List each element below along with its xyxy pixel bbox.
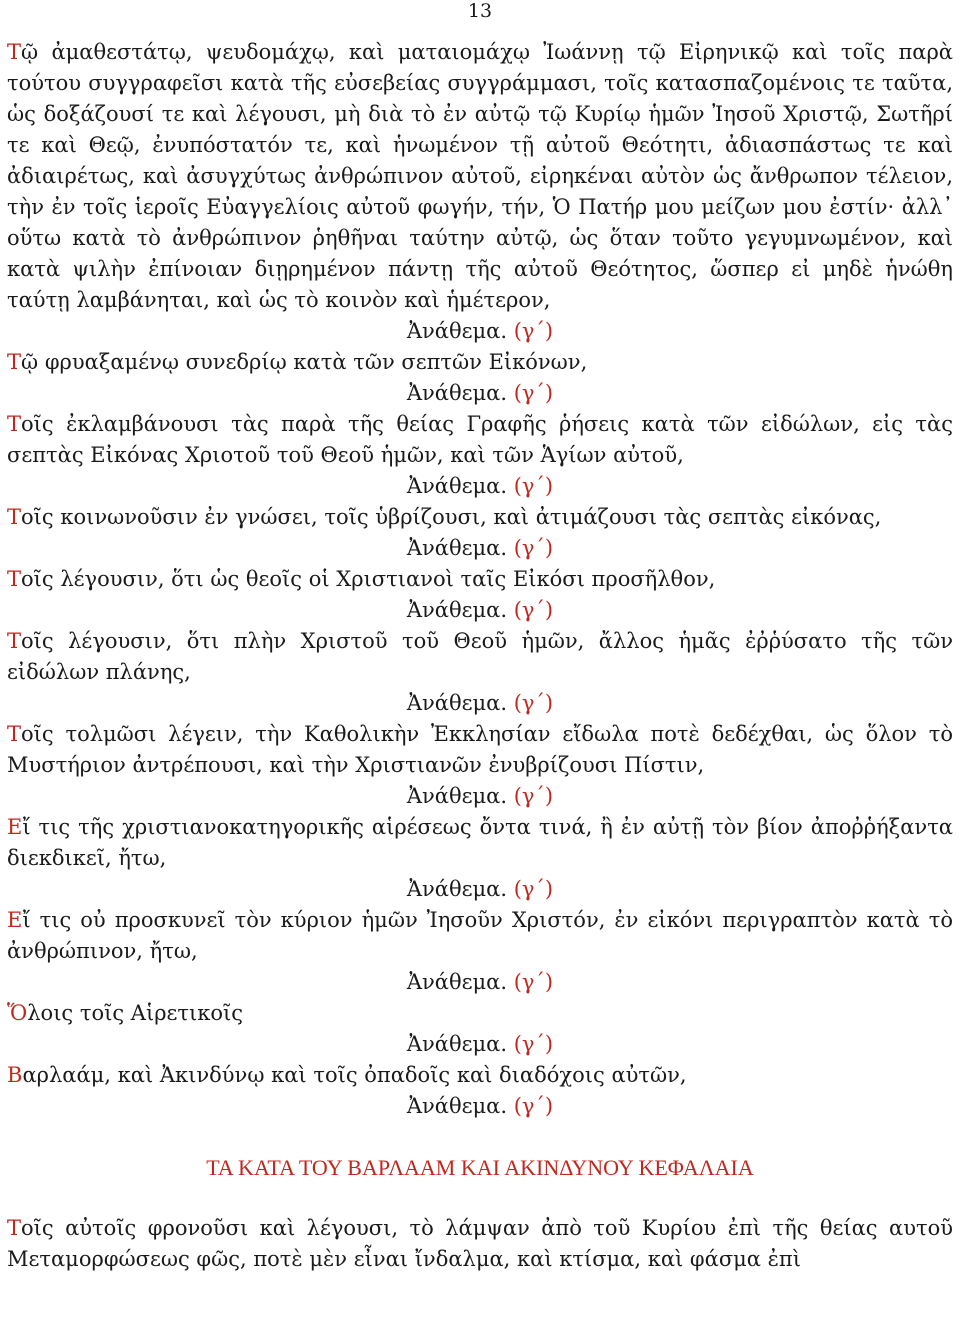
anathema-entry <box>7 347 953 378</box>
paragraph-text: οῖς αὐτοῖς φρονοῦσι καὶ λέγουσι, τὸ λάμψαν ἀπὸ τοῦ Κυρίου ἐπὶ τῆς θείας αυτοῦ Μεταμορφώσεως φῶς, ποτὲ μὲν εἶναι ἴνδαλμα, καὶ κτίσμα, καὶ φάσμα ἐπὶ <box>7 1216 953 1271</box>
anathema-marker: (γ΄) <box>513 877 554 901</box>
entry-text: ῷ φρυαξαμένῳ συνεδρίῳ κατὰ τῶν σεπτῶν Εἰκόνων, <box>21 350 588 374</box>
anathema-line <box>7 781 953 812</box>
anathema-line <box>7 471 953 502</box>
entry-text: λοις τοῖς Αἱρετικοῖς <box>27 1001 244 1025</box>
anathema-word: Ἀνάθεμα. <box>406 319 507 343</box>
entry-text: αρλαάμ, καὶ Ἀκινδύνῳ καὶ τοῖς ὀπαδοῖς καὶ διαδόχοις αὐτῶν, <box>22 1063 687 1087</box>
anathema-entry <box>7 502 953 533</box>
entry-text: ἴ τις τῆς χριστιανοκατηγορικῆς αἱρέσεως ὄντα τινά, ἢ ἐν αὐτῇ τὸν βίον ἀποῤῥήξαντα διεκδικεῖ, ἤτω, <box>7 815 953 870</box>
anathema-word: Ἀνάθεμα. <box>406 536 507 560</box>
anathema-word: Ἀνάθεμα. <box>406 1032 507 1056</box>
anathema-line <box>7 316 953 347</box>
anathema-entry <box>7 998 953 1029</box>
anathema-marker: (γ΄) <box>513 970 554 994</box>
anathema-line <box>7 874 953 905</box>
anathema-line <box>7 1029 953 1060</box>
anathema-word: Ἀνάθεμα. <box>406 877 507 901</box>
anathema-entry <box>7 812 953 874</box>
anathema-line <box>7 688 953 719</box>
page-body <box>7 37 953 1275</box>
anathema-marker: (γ΄) <box>513 784 554 808</box>
entry-text: οῖς ἐκλαμβάνουσι τὰς παρὰ τῆς θείας Γραφῆς ῥήσεις κατὰ τῶν εἰδώλων, εἰς τὰς σεπτὰς Εἰκόνας Χριοτοῦ τοῦ Θεοῦ ἡμῶν, καὶ τῶν Ἁγίων αὐτοῦ, <box>7 412 953 467</box>
page-number: 13 <box>467 0 493 22</box>
initial-letter: Τ <box>7 1216 22 1240</box>
entry-text: οῖς τολμῶσι λέγειν, τὴν Καθολικὴν Ἐκκλησίαν εἴδωλα ποτὲ δεδέχθαι, ὡς ὅλον τὸ Μυστήριον ἀντρέπουσι, καὶ τὴν Χριστιανῶν ἐνυβρίζουσι Πίστιν, <box>7 722 953 777</box>
initial-letter: Τ <box>7 412 22 436</box>
initial-letter: Ε <box>7 815 23 839</box>
anathema-word: Ἀνάθεμα. <box>406 381 507 405</box>
anathema-entry <box>7 564 953 595</box>
anathema-entry <box>7 719 953 781</box>
section-heading: ΤΑ ΚΑΤΑ ΤΟΥ ΒΑΡΛΑΑΜ ΚΑΙ ΑΚΙΝΔΥΝΟΥ ΚΕΦΑΛΑΙΑ <box>206 1155 754 1180</box>
anathema-line <box>7 595 953 626</box>
entry-text: οῖς λέγουσιν, ὅτι ὡς θεοῖς οἱ Χριστιανοὶ ταῖς Εἰκόσι προσῆλθον, <box>21 567 716 591</box>
anathema-line <box>7 967 953 998</box>
initial-letter: Ὅ <box>7 1001 28 1025</box>
anathema-marker: (γ΄) <box>513 319 554 343</box>
entry-text: οῖς κοινωνοῦσιν ἐν γνώσει, τοῖς ὑβρίζουσι, καὶ ἀτιμάζουσι τὰς σεπτὰς εἰκόνας, <box>21 505 882 529</box>
anathema-marker: (γ΄) <box>513 598 554 622</box>
entry-text: οῖς λέγουσιν, ὅτι πλὴν Χριστοῦ τοῦ Θεοῦ ἡμῶν, ἄλλος ἡμᾶς ἐῤῥύσατο τῆς τῶν εἰδώλων πλάνης, <box>7 629 953 684</box>
anathema-line <box>7 378 953 409</box>
anathema-entry <box>7 905 953 967</box>
initial-letter: Ε <box>7 908 23 932</box>
anathema-line <box>7 1091 953 1122</box>
anathema-line <box>7 533 953 564</box>
anathema-marker: (γ΄) <box>513 536 554 560</box>
anathema-word: Ἀνάθεμα. <box>406 784 507 808</box>
anathema-marker: (γ΄) <box>513 381 554 405</box>
entry-text: ἴ τις οὐ προσκυνεῖ τὸν κύριον ἡμῶν Ἰησοῦν Χριστόν, ἐν εἰκόνι περιγραπτὸν κατὰ τὸ ἀνθρώπινον, ἤτω, <box>7 908 953 963</box>
anathema-marker: (γ΄) <box>513 474 554 498</box>
initial-letter: Τ <box>7 629 22 653</box>
anathema-entry <box>7 1060 953 1091</box>
initial-letter: Τ <box>7 505 22 529</box>
anathema-word: Ἀνάθεμα. <box>406 474 507 498</box>
anathema-marker: (γ΄) <box>513 1032 554 1056</box>
closing-paragraph <box>7 1213 953 1275</box>
intro-paragraph <box>7 37 953 316</box>
initial-letter: Τ <box>7 40 22 64</box>
anathema-entry <box>7 409 953 471</box>
anathema-word: Ἀνάθεμα. <box>406 970 507 994</box>
paragraph-text: ῷ ἀμαθεστάτῳ, ψευδομάχῳ, καὶ ματαιομάχῳ Ἰωάννῃ τῷ Εἰρηνικῷ καὶ τοῖς παρὰ τούτου συγγραφεῖσι κατὰ τῆς εὐσεβείας συγγράμμασι, τοῖς κατασπαζομένοις τε ταῦτα, ὡς δοξάζουσί τε καὶ λέγουσι, μὴ διὰ τὸ ἐν αὐτῷ τῷ Κυρίῳ ἡμῶν Ἰησοῦ Χριστῷ, Σωτῆρί τε καὶ Θεῷ, ἐνυπόστατόν τε, καὶ ἡνωμένον τῇ αὐτοῦ Θεότητι, ἀδιασπάστως τε καὶ ἀδιαιρέτως, καὶ ἀσυγχύτως ἀνθρώπινον αὐτοῦ, εἰρηκέναι αὐτὸν ὡς ἄνθρωπον τέλειον, τὴν ἐν τοῖς ἱεροῖς Εὐαγγελίοις αὐτοῦ φωγήν, τήν, Ὁ Πατήρ μου μείζων μου ἐστίν· ἀλλ᾽ οὕτω κατὰ τὸ ἀνθρώπινον ῥηθῆναι ταύτην αὐτῷ, ὡς ὅταν τοῦτο γεγυμνωμένον, καὶ κατὰ ψιλὴν ἐπίνοιαν διῃρημένον πάντῃ τῆς αὐτοῦ Θεότητος, ὥσπερ εἰ μηδὲ ἡνώθη ταύτῃ λαμβάνηται, καὶ ὡς τὸ κοινὸν καὶ ἡμέτερον, <box>7 40 953 312</box>
initial-letter: Τ <box>7 567 22 591</box>
anathema-word: Ἀνάθεμα. <box>406 691 507 715</box>
anathema-word: Ἀνάθεμα. <box>406 598 507 622</box>
initial-letter: Β <box>7 1063 23 1087</box>
anathema-entry <box>7 626 953 688</box>
initial-letter: Τ <box>7 350 22 374</box>
anathema-marker: (γ΄) <box>513 1094 554 1118</box>
initial-letter: Τ <box>7 722 22 746</box>
anathema-word: Ἀνάθεμα. <box>406 1094 507 1118</box>
anathema-marker: (γ΄) <box>513 691 554 715</box>
